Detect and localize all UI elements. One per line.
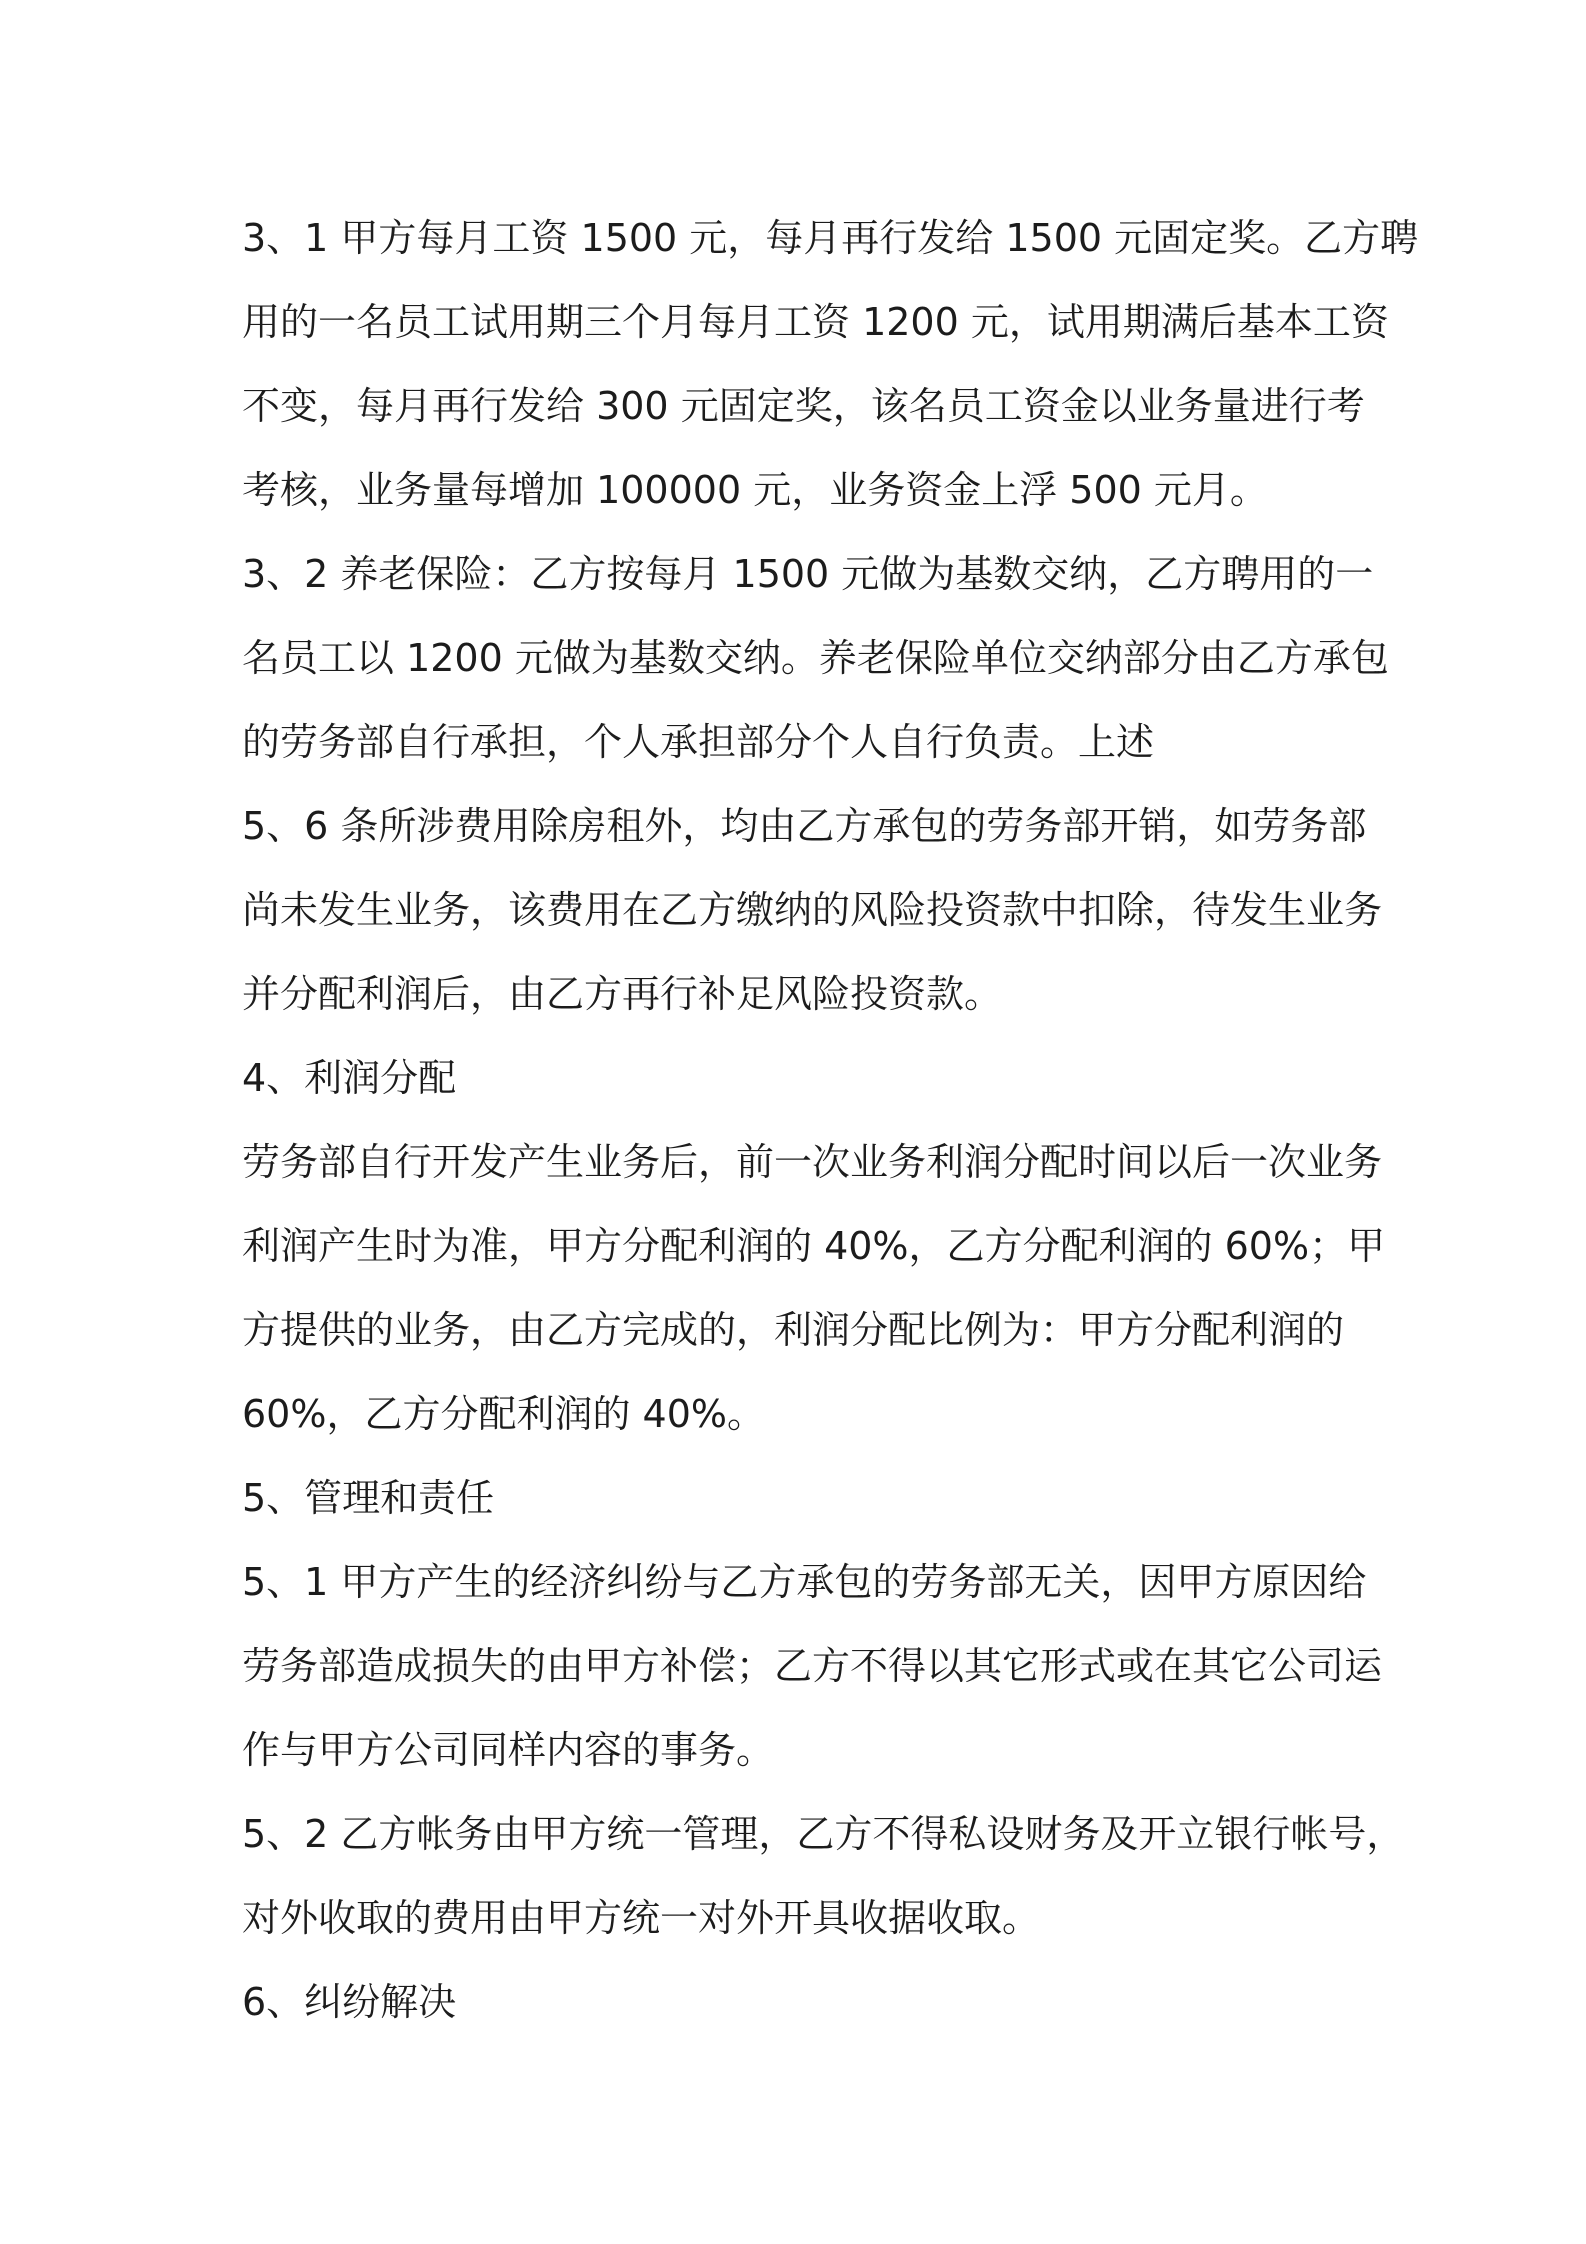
text-line: 的劳务部自行承担，个人承担部分个人自行负责。上述 — [242, 720, 1155, 764]
text-line: 劳务部造成损失的由甲方补偿；乙方不得以其它形式或在其它公司运 — [242, 1644, 1383, 1688]
section-heading: 4、利润分配 — [242, 1056, 457, 1100]
text-line: 60%，乙方分配利润的 40%。 — [242, 1392, 766, 1436]
text-line: 3、2 养老保险：乙方按每月 1500 元做为基数交纳，乙方聘用的一 — [242, 552, 1374, 596]
text-line: 用的一名员工试用期三个月每月工资 1200 元，试用期满后基本工资 — [242, 300, 1389, 344]
text-line: 3、1 甲方每月工资 1500 元，每月再行发给 1500 元固定奖。乙方聘 — [242, 216, 1419, 260]
document-body — [242, 196, 1419, 2044]
text-line: 并分配利润后，由乙方再行补足风险投资款。 — [242, 972, 1003, 1016]
text-line: 方提供的业务，由乙方完成的，利润分配比例为：甲方分配利润的 — [242, 1308, 1345, 1352]
text-line: 利润产生时为准，甲方分配利润的 40%，乙方分配利润的 60%；甲 — [242, 1224, 1386, 1268]
text-line: 考核，业务量每增加 100000 元，业务资金上浮 500 元月。 — [242, 468, 1268, 512]
text-line: 名员工以 1200 元做为基数交纳。养老保险单位交纳部分由乙方承包 — [242, 636, 1389, 680]
text-line: 尚未发生业务，该费用在乙方缴纳的风险投资款中扣除，待发生业务 — [242, 888, 1383, 932]
text-line: 5、2 乙方帐务由甲方统一管理，乙方不得私设财务及开立银行帐号， — [242, 1812, 1405, 1856]
text-line: 劳务部自行开发产生业务后，前一次业务利润分配时间以后一次业务 — [242, 1140, 1383, 1184]
text-line: 作与甲方公司同样内容的事务。 — [242, 1728, 775, 1772]
text-line: 5、1 甲方产生的经济纠纷与乙方承包的劳务部无关，因甲方原因给 — [242, 1560, 1367, 1604]
section-heading: 5、管理和责任 — [242, 1476, 495, 1520]
section-heading: 6、纠纷解决 — [242, 1980, 457, 2024]
text-line: 不变，每月再行发给 300 元固定奖，该名员工资金以业务量进行考 — [242, 384, 1365, 428]
text-line: 对外收取的费用由甲方统一对外开具收据收取。 — [242, 1896, 1041, 1940]
text-line: 5、6 条所涉费用除房租外，均由乙方承包的劳务部开销，如劳务部 — [242, 804, 1367, 848]
